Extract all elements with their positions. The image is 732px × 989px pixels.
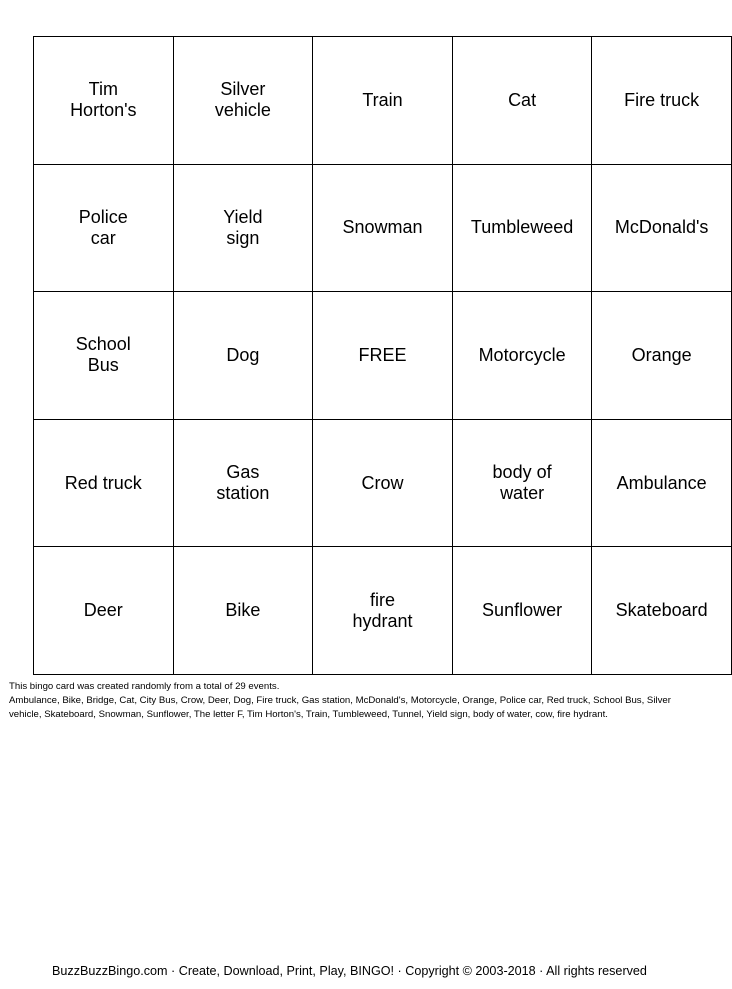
bingo-cell: Cat [452, 37, 592, 165]
card-info-intro: This bingo card was created randomly from a total of 29 events. [9, 681, 280, 692]
bingo-cell: Skateboard [592, 547, 732, 675]
bingo-cell: Silver vehicle [173, 37, 313, 165]
bingo-cell: Fire truck [592, 37, 732, 165]
bingo-cell: Train [313, 37, 453, 165]
bingo-cell: Sunflower [452, 547, 592, 675]
bingo-cell: Snowman [313, 164, 453, 292]
bingo-cell: Motorcycle [452, 292, 592, 420]
bingo-cell: Gas station [173, 419, 313, 547]
bingo-cell: Bike [173, 547, 313, 675]
bingo-cell: Yield sign [173, 164, 313, 292]
bingo-row [34, 547, 732, 675]
bingo-free-cell: FREE [313, 292, 453, 420]
bingo-cell: Red truck [34, 419, 174, 547]
bingo-card [33, 36, 732, 675]
bingo-cell: Dog [173, 292, 313, 420]
bingo-row [34, 419, 732, 547]
bingo-row [34, 164, 732, 292]
bingo-cell: Ambulance [592, 419, 732, 547]
bingo-cell: Tim Horton's [34, 37, 174, 165]
bingo-row [34, 37, 732, 165]
bingo-cell: Tumbleweed [452, 164, 592, 292]
bingo-cell: Orange [592, 292, 732, 420]
footer-copyright: BuzzBuzzBingo.com · Create, Download, Print, Play, BINGO! · Copyright © 2003-2018 · All rights reserved [52, 964, 647, 978]
bingo-cell: Police car [34, 164, 174, 292]
bingo-cell: fire hydrant [313, 547, 453, 675]
bingo-cell: Crow [313, 419, 453, 547]
bingo-row [34, 292, 732, 420]
bingo-cell: body of water [452, 419, 592, 547]
card-info-note [9, 680, 693, 722]
bingo-cell: McDonald's [592, 164, 732, 292]
card-info-events: Ambulance, Bike, Bridge, Cat, City Bus, Crow, Deer, Dog, Fire truck, Gas station, McDonald's, Motorcycle, Orange, Police car, Red truck, School Bus, Silver vehicle, Skateboard, Snowman, Sunflower, The letter F, Tim Horton's, Train, Tumbleweed, Tunnel, Yield sign, body of water, cow, fire hydrant. [9, 695, 671, 720]
bingo-cell: Deer [34, 547, 174, 675]
bingo-cell: School Bus [34, 292, 174, 420]
